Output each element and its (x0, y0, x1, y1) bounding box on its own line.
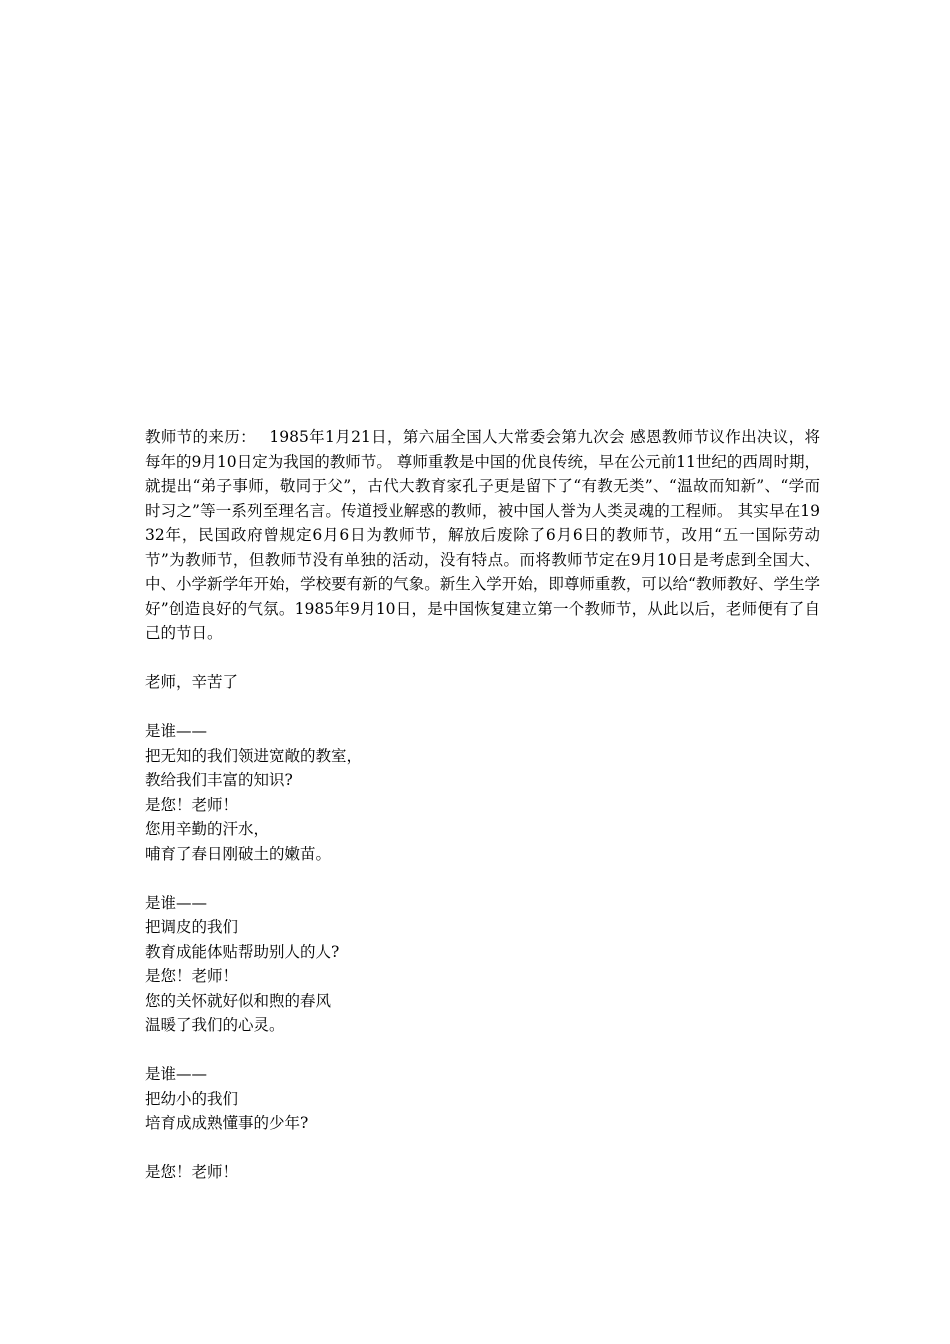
poem-line: 把调皮的我们 (145, 918, 239, 936)
poem-stanza (145, 719, 820, 866)
poem-line: 把幼小的我们 (145, 1089, 239, 1108)
poem-line: 哺育了春日刚破土的嫩苗。 (145, 844, 332, 863)
intro-paragraph: 教师节的来历： 1985年1月21日，第六届全国人大常委会第九次会 感恩教师节议作出决议，将每年的9月10日定为我国的教师节。 尊师重教是中国的优良传统，早在公元前11世纪的西周时期，就提出“弟子事师，敬同于父”，古代大教育家孔子更是留下了“有教无类”、“温故而知新”、“学而时习之”等一系列至理名言。传道授业解惑的教师，被中国人誉为人类灵魂的工程师。 其实早在1932年，民国政府曾规定6月6日为教师节，解放后废除了6月6日的教师节，改用“五一国际劳动节”为教师节，但教师节没有单独的活动，没有特点。而将教师节定在9月10日是考虑到全国大、中、小学新学年开始，学校要有新的气象。新生入学开始，即尊师重教，可以给“教师教好、学生学好”创造良好的气氛。1985年9月10日，是中国恢复建立第一个教师节，从此以后，老师便有了自己的节日。 (145, 428, 820, 642)
poem-line: 是谁—— (145, 1065, 208, 1083)
poem-line: 是您！老师！ (145, 967, 239, 985)
poem-stanza (145, 1062, 820, 1136)
poem-line: 教育成能体贴帮助别人的人? (145, 942, 340, 961)
poem-line: 是您！老师！ (145, 1163, 239, 1181)
poem-line: 您的关怀就好似和煦的春风 (145, 991, 332, 1010)
poem-line: 教给我们丰富的知识? (145, 771, 293, 789)
poem-line: 您用辛勤的汗水， (145, 820, 270, 838)
poem-line: 是您！老师！ (145, 795, 239, 814)
poem-title: 老师，辛苦了 (145, 673, 239, 691)
poem-line: 培育成成熟懂事的少年? (145, 1114, 309, 1132)
document-page (145, 425, 820, 1185)
poem-line: 把无知的我们领进宽敞的教室， (145, 746, 363, 765)
poem-line: 是谁—— (145, 722, 208, 740)
poem-line: 是谁—— (145, 893, 208, 912)
poem-line: 温暖了我们的心灵。 (145, 1016, 285, 1034)
poem-stanza (145, 891, 820, 1038)
poem-stanza (145, 1160, 820, 1185)
